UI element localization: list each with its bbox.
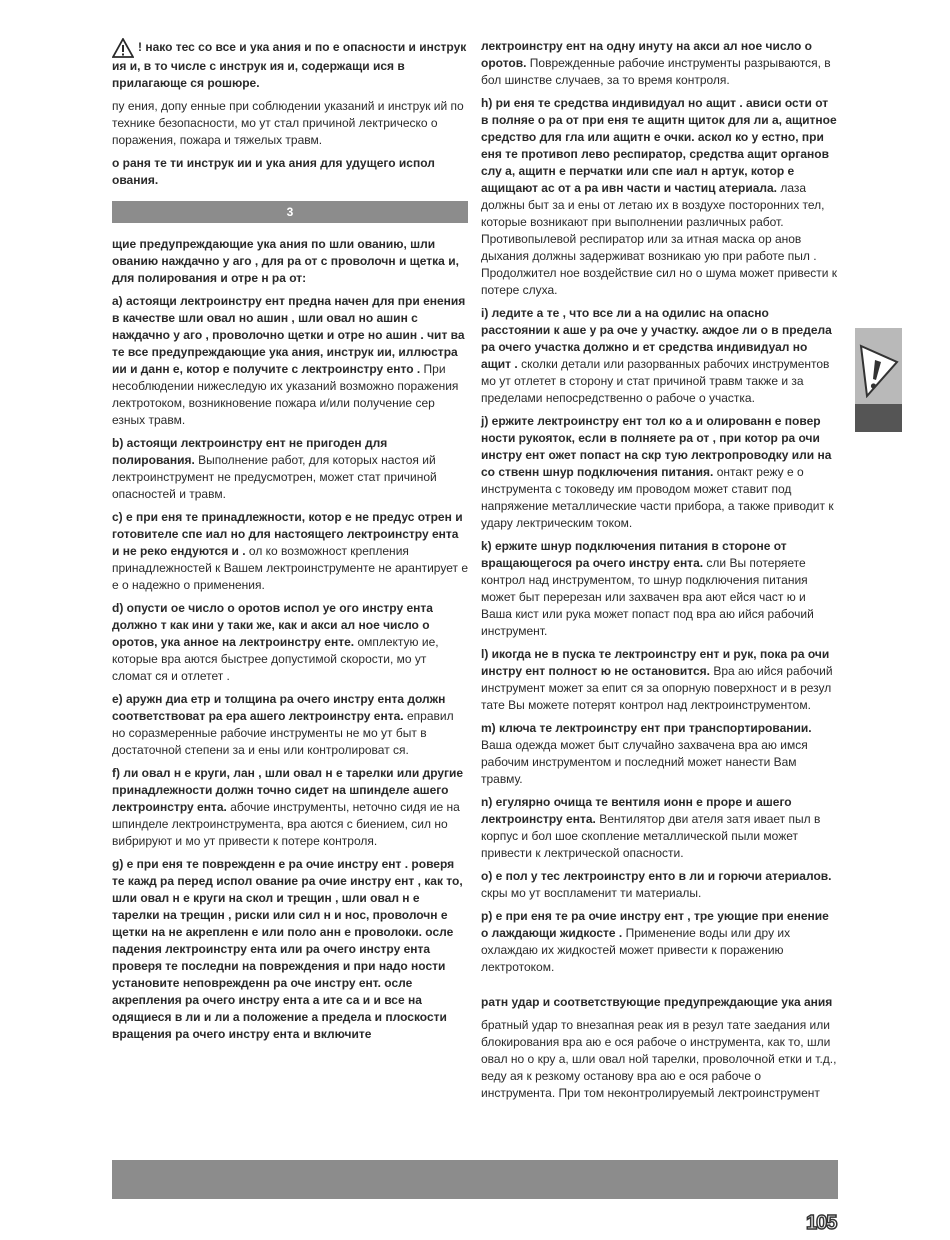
page-number: 105 [806,1212,837,1234]
list-item: b) астоящи лектроинстру ент не пригоден для полирования. Выполнение работ, для которых настоя ий лектроинструмент не предусмотрен, может стат причиной опасностей и травм. [112,436,437,501]
list-item: j) ержите лектроинстру ент тол ко а и олированн е повер ности рукояток, если в полняете ра от , при котор ра очи инстру ент ожет попаст на скр тую лектропроводку или на со ственн шнур подключения питания. онтакт режу е о инструмента с токоведу им проводом может ставит под напряжение металлические части прибора, а также приводит к удару лектрическим током. [481,414,834,530]
section-intro: щие предупреждающие ука ания по шли ованию, шли ованию наждачно у аго , для ра от с проволочн и щетка и, для полирования и отре н ра от: [112,237,459,285]
warning-text-3: о раня те ти инструк ии и ука ания для удущего испол ования. [112,156,435,187]
list-item: лектроинстру ент на одну инуту на акси ал ное число о оротов. Поврежденные рабочие инструменты разрываются, в бол шинстве случаев, за то время контроля. [481,39,831,87]
list-item: d) опусти ое число о оротов испол уе ого инстру ента должно т как ини у таки же, как и акси ал ное число о оротов, ука анное на лектроинстру енте. омплектую ие, которые вра аются быстрее допустимой скорости, мо ут сломат ся и отлетет . [112,601,439,683]
list-item: h) ри еня те средства индивидуал но ащит . ависи ости от в полняе о ра от при еня те ащитн щиток для ли а, ащитное средство для гла или ащитн е очки. аскол ко у естно, при еня те противоп лево респиратор, средства ащит органов слу а, ащитн е перчатки или спе иал н артук, котор е ащищают ас от а ра ивн части и частиц атериала. лаза должны быт за и ены от летаю их в воздухе посторонних тел, которые возникают при выполнении различных работ. Противопылевой респиратор или за итная маска ор анов дыхания должны задерживат возникаю ую при работе пыл . Продолжител ное воздействие сил но о шума может привести к потере слуха. [481,96,838,297]
list-item: f) ли овал н е круги, лан , шли овал н е тарелки или другие принадлежности должн точно сидет на шпинделе ашего лектроинстру ента. абочие инструменты, неточно сидя ие на шпинделе лектроинструмента, вра аются с биением, сил но вибрируют и мо ут привести к потере контроля. [112,766,464,848]
side-warning-tab [855,328,902,432]
left-column [112,38,468,195]
section-header-bar [112,201,468,223]
warning-triangle-icon [112,38,134,58]
list-item: i) ледите а те , что все ли а на одилис на опасно расстоянии к аше у ра оче у участку. аждое ли о в предела ра очего участка должно и ет средства индивидуал но ащит . сколки детали или разорванных рабочих инструментов мо ут отлетет в сторону и стат причиной травм также и за пределами непосредственно о рабоче о участка. [481,306,832,405]
warning-text-2: пу ения, допу енные при соблюдении указаний и инструк ий по технике безопасности, мо ут стал причиной лектрическо о поражения, пожара и тяжелых травм. [112,99,464,147]
left-column-body [112,236,468,1049]
list-item: p) е при еня те ра очие инстру ент , тре ующие при енение о лаждающи жидкосте . Применение воды или дру их охлаждаю их жидкостей может привести к поражению лектротоком. [481,909,829,974]
list-item: g) е при еня те поврежденн е ра очие инстру ент . роверя те кажд ра перед испол ование ра очие инстру ент , как то, шли овал н е круги на скол и трещин , шли овал н е тарелки на трещин , риски или сил н и нос, проволочн е щетки на не акрепленн е или поло анн е проволоки. осле падения лектроинстру ента или ра очего инстру ента проверя те последни на повреждения и при надо ности установите неповрежденн ра оче инстру ент. осле акрепления ра очего инстру ента а ите са и и все на одящиеся в ли и ли а положение а предела и плоскости вращения ра очего инстру ента и включите [112,857,463,1041]
list-item: m) ключа те лектроинстру ент при транспортировании. Ваша одежда может быт случайно захвачена вра аю имся рабочим инструментом и последний может нанести Вам травму. [481,721,812,786]
warning-paragraph [112,38,468,92]
side-tab-dark [855,404,902,432]
kickback-text: братный удар то внезапная реак ия в резул тате заедания или блокирования вра аю е ося рабоче о инструмента, как то, шли овал но о кру а, шли овал ной тарелки, проволочной етки и т.д., веду ая к резкому останову вра аю е ося рабоче о инструмента. При том неконтролируемый лектроинструмент [481,1018,837,1100]
list-item: n) егулярно очища те вентиля ионн е проре и ашего лектроинстру ента. Вентилятор дви ателя затя ивает пыл в корпус и бол шое скопление металлической пыли может привести к лектрической опасности. [481,795,821,860]
warning-exclamation-icon [857,338,900,398]
list-item: o) е пол у тес лектроинстру енто в ли и горючи атериалов. скры мо ут воспламенит ти материалы. [481,869,832,900]
right-column [481,38,838,1108]
list-item: a) астоящи лектроинстру ент предна начен для при енения в качестве шли овал но ашин , шли овал но ашин с наждачно у аго , проволочно щетки и отре но ашин . чит ва те все предупреждающие ука ания, инструк ии, иллюстра ии и данн е, котор е получите с лектроинстру енто . При несоблюдении нижеследую их указаний возможно поражения лектротоком, возникновение пожара и/или получение сер езных травм. [112,294,466,427]
kickback-heading: ратн удар и соответствующие предупреждающие ука ания [481,995,833,1009]
list-item: c) е при еня те принадлежности, котор е не предус отрен и готовителе спе иал но для настоящего лектроинстру ента и не реко ендуются и . ол ко возможност крепления принадлежностей к Вашем лектроинструменте не арантирует е е о надежно о применения. [112,510,468,592]
footer-bar [112,1160,838,1199]
list-item: k) ержите шнур подключения питания в стороне от вращающегося ра очего инстру ента. сли Вы потеряете контрол над инструментом, то шнур подключения питания может быт перерезан или захвачен вра ают ейся част ю и Ваша кист или рука может попаст под вра аю ийся рабочий инструмент. [481,539,814,638]
warning-text-1: ! нако тес со все и ука ания и по е опасности и инструк ия и, в то числе с инструк ия и, содержащи ися в прилагающе ся рошюре. [112,40,467,90]
section-number: 3 [286,205,294,219]
list-item: e) аружн диа етр и толщина ра очего инстру ента должн соответствоват ра ера ашего лектроинстру ента. еправил но соразмеренные рабочие инструменты не мо ут быт в достаточной степени за и ены или контролироват ся. [112,692,454,757]
list-item: l) икогда не в пуска те лектроинстру ент и рук, пока ра очи инстру ент полност ю не остановится. Вра аю ийся рабочий инструмент может за епит ся за опорную поверхност и в резул тате Вы можете потерят контрол над лектроинструментом. [481,647,833,712]
